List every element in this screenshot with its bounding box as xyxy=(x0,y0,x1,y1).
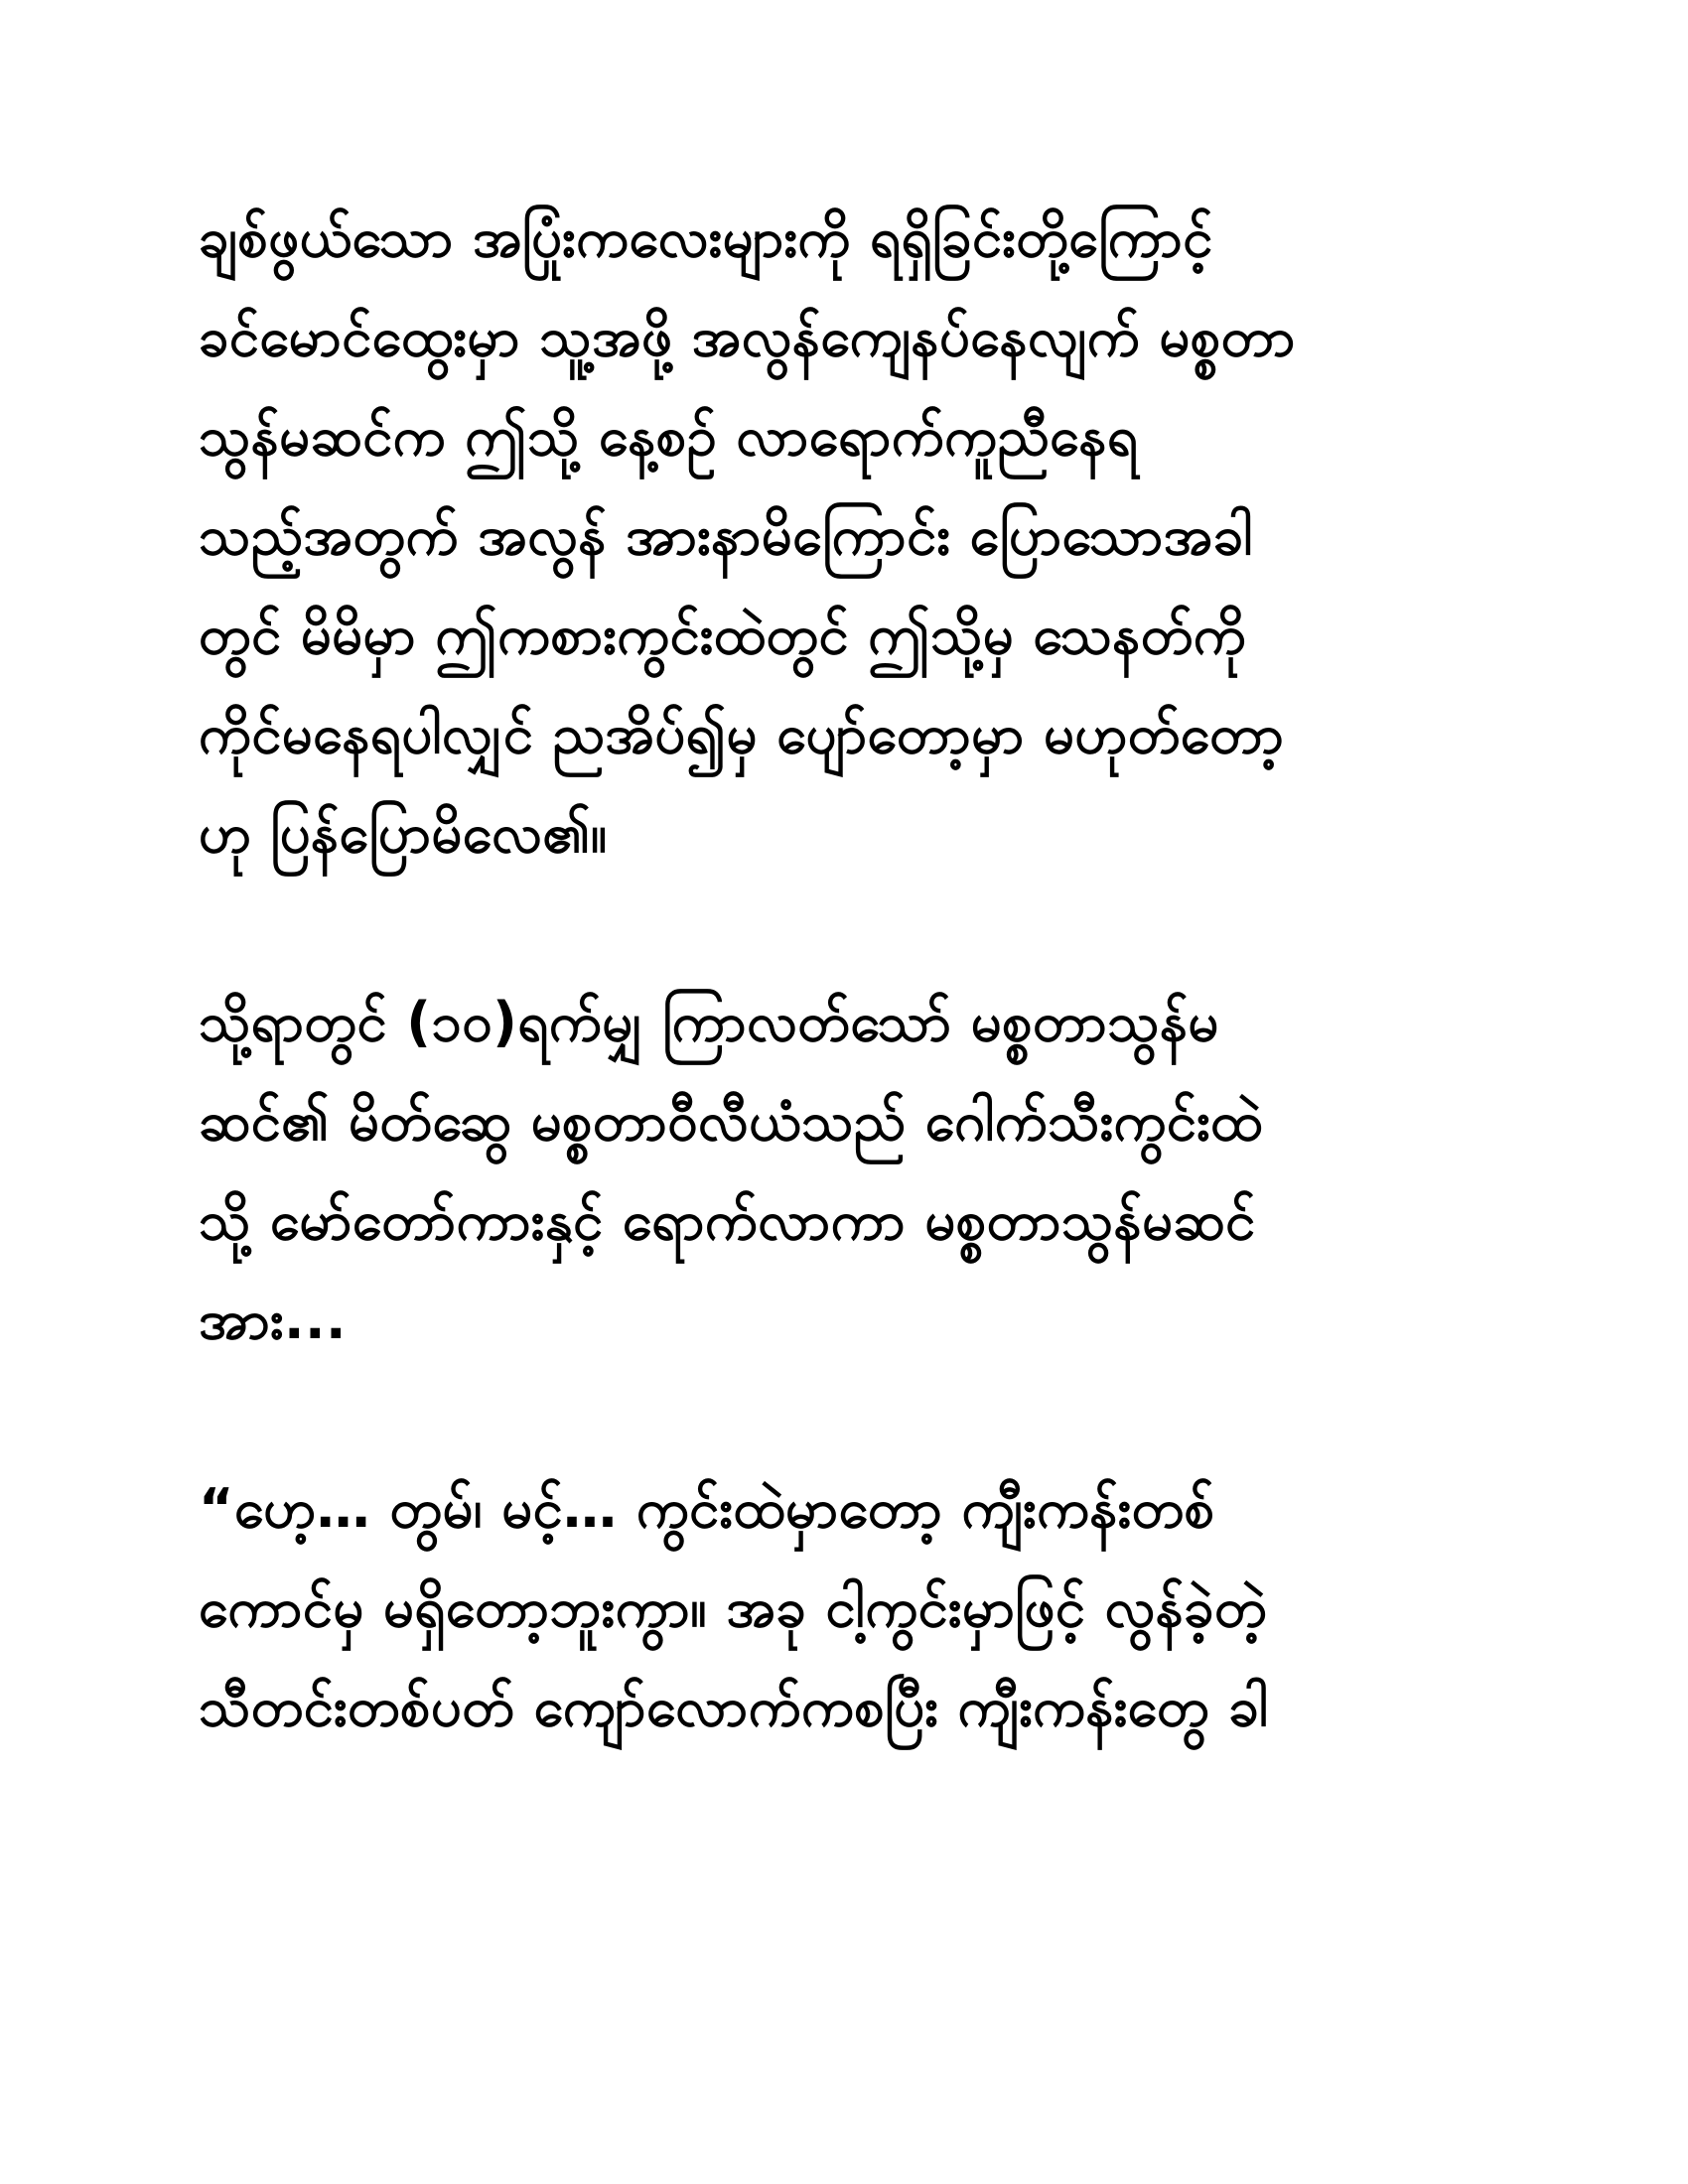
text-line: “ဟေ့… တွမ်၊ မင့်… ကွင်းထဲမှာတော့ ကျီးကန်းတစ် xyxy=(199,1477,1215,1540)
text-line: သို့ရာတွင် (၁၀)ရက်မျှ ကြာလတ်သော် မစ္စတာသွန်မ xyxy=(199,991,1219,1053)
paragraph-1 xyxy=(199,189,1509,884)
text-line: သီတင်းတစ်ပတ် ကျော်လောက်ကစပြီး ကျီးကန်းတွေ ခါ xyxy=(199,1676,1269,1738)
text-line: တွင် မိမိမှာ ဤကစားကွင်းထဲတွင် ဤသို့မှ သေနတ်ကို xyxy=(199,604,1247,666)
text-line: ကောင်မှ မရှိတော့ဘူးကွာ။ အခု ငါ့ကွင်းမှာဖြင့် လွန်ခဲ့တဲ့ xyxy=(199,1576,1268,1639)
text-line: ဟု ပြန်ပြောမိလေ၏။ xyxy=(199,802,608,865)
text-line: သွန်မဆင်က ဤသို့ နေ့စဉ် လာရောက်ကူညီနေရ xyxy=(199,405,1139,468)
text-line: ချစ်ဖွယ်သော အပြုံးကလေးများကို ရရှိခြင်းတို့ကြောင့် xyxy=(199,206,1213,269)
text-line: ခင်မောင်ထွေးမှာ သူ့အဖို့ အလွန်ကျေနပ်နေလျက် မစ္စတာ xyxy=(199,306,1296,368)
text-line: သို့ မော်တော်ကားနှင့် ရောက်လာကာ မစ္စတာသွန်မဆင် xyxy=(199,1189,1256,1252)
text-line: ဆင်၏ မိတ်ဆွေ မစ္စတာဝီလီယံသည် ဂေါက်သီးကွင်းထဲ xyxy=(199,1090,1263,1153)
text-line: ကိုင်မနေရပါလျှင် ညအိပ်၍မှ ပျော်တော့မှာ မဟုတ်တော့ xyxy=(199,703,1285,765)
text-line: သည့်အတွက် အလွန် အားနာမိကြောင်း ပြောသောအခါ xyxy=(199,504,1253,567)
document-page xyxy=(199,189,1509,1757)
text-line: အား... xyxy=(199,1289,348,1351)
paragraph-2 xyxy=(199,973,1509,1370)
paragraph-3 xyxy=(199,1459,1509,1757)
